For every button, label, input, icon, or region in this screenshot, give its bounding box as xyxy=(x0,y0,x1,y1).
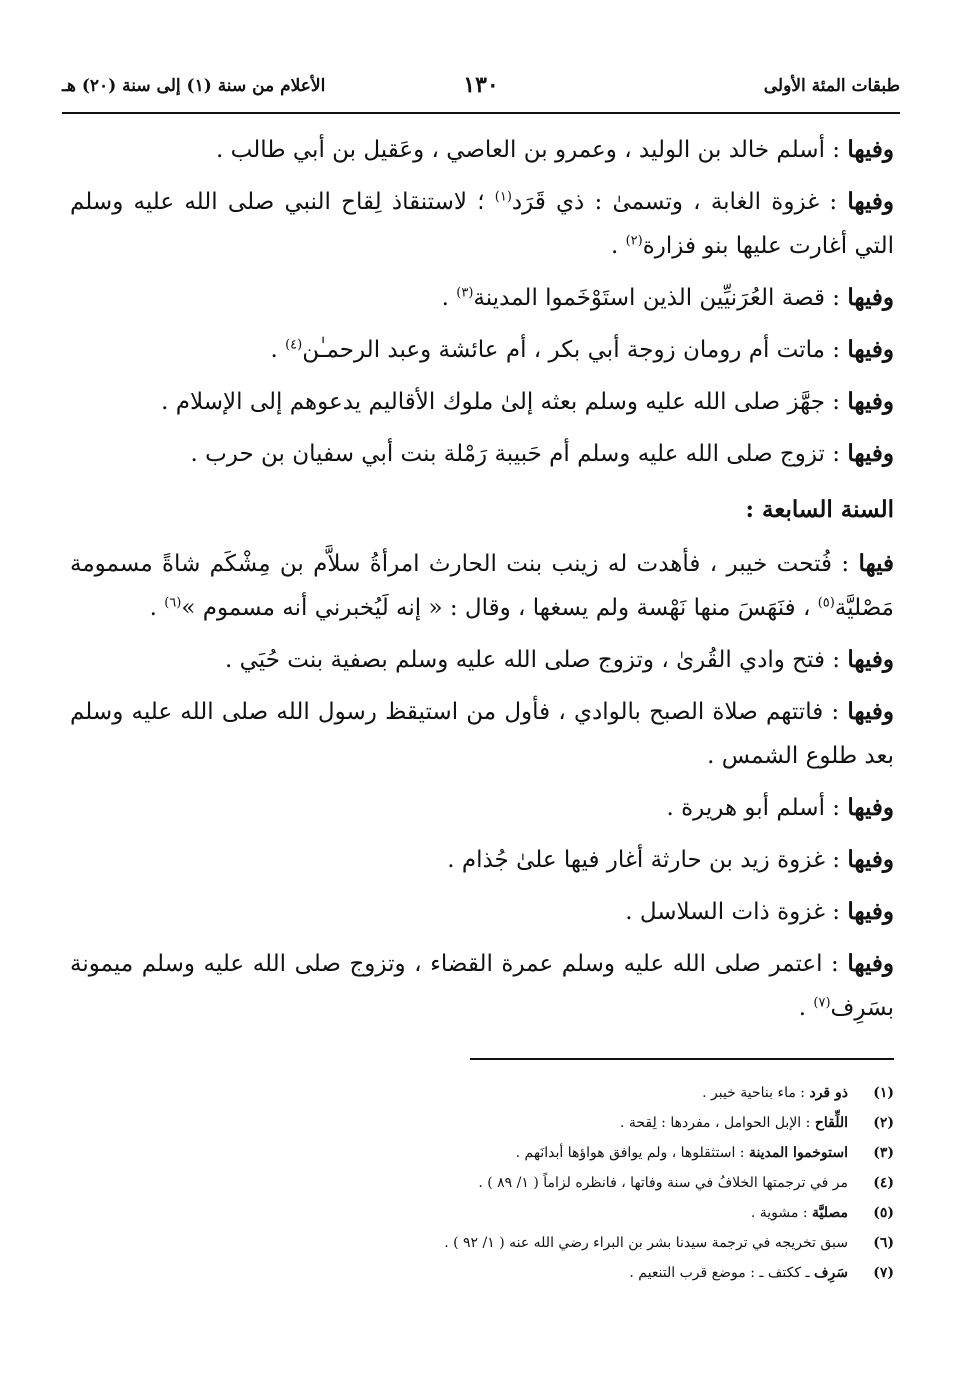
paragraph-text: : غزوة ذات السلاسل . xyxy=(625,899,848,925)
paragraph-keyword: وفيها xyxy=(847,136,894,163)
paragraph-text: . xyxy=(798,995,814,1021)
footnote xyxy=(70,1258,894,1288)
footnote-term: استوخموا المدينة xyxy=(748,1145,848,1161)
paragraph-keyword: وفيها xyxy=(847,950,894,977)
paragraph-keyword: وفيها xyxy=(847,188,895,215)
page-number: ١٣٠ xyxy=(463,72,499,98)
footnote-definition: : استثقلوها ، ولم يوافق هواؤها أبدانَهم . xyxy=(515,1145,749,1161)
paragraph-keyword: وفيها xyxy=(847,284,894,311)
footnote-ref[interactable]: (٢) xyxy=(625,233,643,249)
running-header xyxy=(62,72,900,108)
footnote-text xyxy=(70,1078,848,1108)
paragraph-keyword: وفيها xyxy=(847,698,894,725)
footnote-text xyxy=(70,1258,848,1288)
footnotes xyxy=(70,1078,894,1288)
paragraph-text: : اعتمر صلى الله عليه وسلم عمرة القضاء ، وتزوج صلى الله عليه وسلم ميمونة بسَرِف xyxy=(70,951,894,1021)
footnote-ref[interactable]: (٣) xyxy=(456,285,474,301)
footnote xyxy=(70,1168,894,1198)
footnote-number: (٤) xyxy=(873,1175,894,1191)
main-text xyxy=(70,128,894,1038)
footnote-ref[interactable]: (١) xyxy=(494,189,512,205)
paragraph-text: : فاتتهم صلاة الصبح بالوادي ، فأول من استيقظ رسول الله صلى الله عليه وسلم بعد طلوع الشمس . xyxy=(70,699,894,769)
paragraph xyxy=(70,180,894,268)
paragraph-text: . xyxy=(441,285,457,311)
header-book-title: طبقات المئة الأولى xyxy=(763,76,900,96)
paragraph-text: : غزوة الغابة ، وتسمىٰ : ذي قَرَد xyxy=(511,189,848,215)
paragraph xyxy=(70,276,894,320)
paragraph-text: . xyxy=(149,595,165,621)
paragraph xyxy=(70,890,894,934)
paragraph-text: . xyxy=(610,233,626,259)
paragraph xyxy=(70,638,894,682)
footnote-text xyxy=(70,1228,848,1258)
footnote-number: (٥) xyxy=(873,1205,894,1221)
footnote-term: سَرِف xyxy=(814,1265,848,1281)
footnote-term: اللِّقاح xyxy=(814,1115,848,1131)
paragraph xyxy=(70,128,894,172)
paragraph-text: ؛ لاستنقاذ لِقاح النبي صلى الله عليه وسلم التي أغارت عليها بنو فزارة xyxy=(70,189,894,259)
footnote-definition: مر في ترجمتها الخلافُ في سنة وفاتها ، فانظره لزاماً ( ١/ ٨٩ ) . xyxy=(478,1175,848,1191)
paragraph-text: . xyxy=(270,337,286,363)
paragraph xyxy=(70,690,894,778)
footnote-text xyxy=(70,1138,848,1168)
footnote-definition: : مشوية . xyxy=(750,1205,812,1221)
paragraph xyxy=(70,786,894,830)
footnote-definition: : الإبل الحوامل ، مفردها : لِقحة . xyxy=(619,1115,815,1131)
footnote-ref[interactable]: (٧) xyxy=(813,995,831,1011)
paragraph-text: : جهَّز صلى الله عليه وسلم بعثه إلىٰ ملوك الأقاليم يدعوهم إلى الإسلام . xyxy=(161,389,848,415)
paragraph-keyword: وفيها xyxy=(847,794,894,821)
paragraph-text: : قصة العُرَنيِّين الذين استَوْخَموا المدينة xyxy=(473,285,848,311)
footnote-ref[interactable]: (٥) xyxy=(817,595,835,611)
footnote-ref[interactable]: (٤) xyxy=(285,337,303,353)
footnote xyxy=(70,1198,894,1228)
paragraph-keyword: وفيها xyxy=(847,898,894,925)
paragraph-text: : فُتحت خيبر ، فأهدت له زينب بنت الحارث امرأةُ سلاَّم بن مِشْكَم شاةً مسمومة مَصْليَّة xyxy=(70,551,894,621)
footnote-number: (٣) xyxy=(873,1145,894,1161)
footnote-term: ذو قرد xyxy=(809,1085,848,1101)
paragraph-text: ، فنَهَسَ منها نَهْسة ولم يسغها ، وقال : « إنه لَيُخبرني أنه مسموم » xyxy=(181,595,818,621)
header-divider xyxy=(62,112,900,114)
paragraph-text: : ماتت أم رومان زوجة أبي بكر ، أم عائشة وعبد الرحمـٰن xyxy=(302,337,848,363)
paragraph xyxy=(70,942,894,1030)
paragraph-keyword: وفيها xyxy=(847,646,894,673)
paragraph xyxy=(70,432,894,476)
footnote-text xyxy=(70,1108,848,1138)
footnote xyxy=(70,1138,894,1168)
paragraph-keyword: وفيها xyxy=(847,440,894,467)
paragraph xyxy=(70,838,894,882)
footnote-term: مصليَّة xyxy=(811,1205,848,1221)
paragraph-keyword: فيها xyxy=(858,550,894,577)
paragraph-keyword: وفيها xyxy=(847,388,894,415)
paragraph-keyword: وفيها xyxy=(847,846,894,873)
section-heading: السنة السابعة : xyxy=(745,496,894,523)
footnote-text xyxy=(70,1168,848,1198)
footnote-number: (١) xyxy=(873,1085,894,1101)
footnote-ref[interactable]: (٦) xyxy=(164,595,182,611)
paragraph-text: : أسلم خالد بن الوليد ، وعمرو بن العاصي ، وعَقيل بن أبي طالب . xyxy=(216,137,848,163)
footnote-number: (٦) xyxy=(873,1235,894,1251)
paragraph-text: : تزوج صلى الله عليه وسلم أم حَبيبة رَمْلة بنت أبي سفيان بن حرب . xyxy=(190,441,848,467)
paragraph xyxy=(70,542,894,630)
footnote xyxy=(70,1228,894,1258)
footnote-definition: ـ ككتف ـ : موضع قرب التنعيم . xyxy=(629,1265,815,1281)
paragraph-text: : أسلم أبو هريرة . xyxy=(666,795,848,821)
footnote-number: (٢) xyxy=(873,1115,894,1131)
footnote xyxy=(70,1078,894,1108)
paragraph xyxy=(70,328,894,372)
paragraph-text: : فتح وادي القُرىٰ ، وتزوج صلى الله عليه وسلم بصفية بنت حُيَي . xyxy=(225,647,848,673)
paragraph xyxy=(70,380,894,424)
footnote-divider xyxy=(470,1058,894,1060)
footnote-text xyxy=(70,1198,848,1228)
footnote-definition: : ماء بناحية خيبر . xyxy=(702,1085,810,1101)
header-section-title: الأعلام من سنة (١) إلى سنة (٢٠) هـ xyxy=(62,76,326,96)
footnote-definition: سبق تخريجه في ترجمة سيدنا بشر بن البراء رضي الله عنه ( ١/ ٩٢ ) . xyxy=(444,1235,848,1251)
footnote xyxy=(70,1108,894,1138)
paragraph-text: : غزوة زيد بن حارثة أغار فيها علىٰ جُذام . xyxy=(447,847,848,873)
paragraph-keyword: وفيها xyxy=(847,336,894,363)
footnote-number: (٧) xyxy=(873,1265,894,1281)
